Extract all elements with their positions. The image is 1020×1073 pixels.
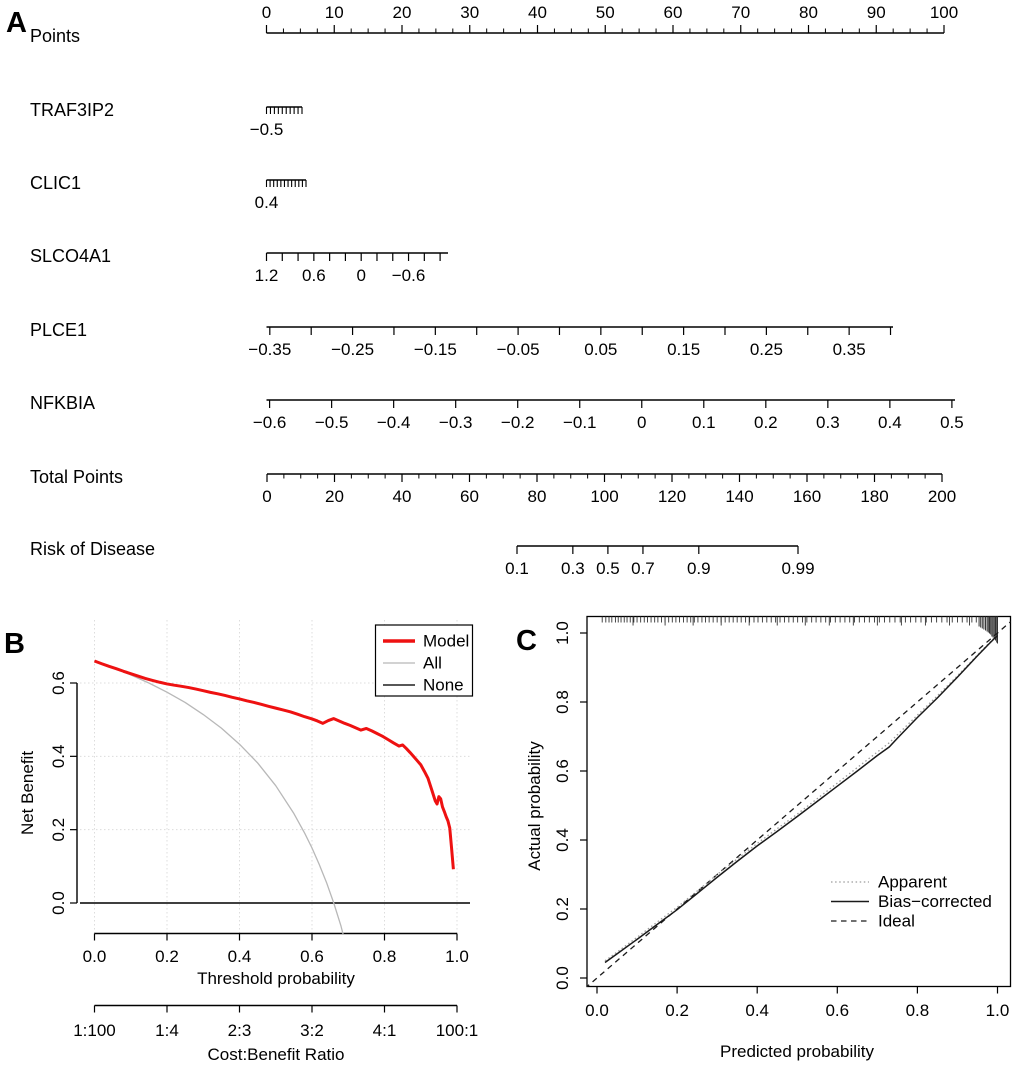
axis-tick-label: 100 xyxy=(590,487,619,506)
x-tick-label: 0.0 xyxy=(585,1001,609,1020)
axis-tick-label: 0.99 xyxy=(781,559,815,578)
axis-tick-label: 0.15 xyxy=(667,340,701,359)
axis-tick-label: 80 xyxy=(799,3,818,22)
calibration-ylabel: Actual probability xyxy=(525,741,544,871)
nomogram-panel xyxy=(30,3,964,578)
y-tick-label: 0.2 xyxy=(553,897,572,921)
axis-tick-label: 0.05 xyxy=(584,340,618,359)
axis-tick-label: 0.7 xyxy=(631,559,655,578)
y-tick-label: 0.6 xyxy=(553,759,572,783)
axis-tick-label: −0.25 xyxy=(331,340,375,359)
axis-tick-label: 0.5 xyxy=(940,413,964,432)
axis-tick-label: 0.5 xyxy=(596,559,620,578)
axis-tick-label: 180 xyxy=(860,487,889,506)
panel-c-label: C xyxy=(516,625,537,657)
axis-tick-label: −0.2 xyxy=(500,413,535,432)
axis-tick-label: 100 xyxy=(929,3,959,22)
axis-tick-label: 140 xyxy=(725,487,754,506)
nomogram-row-label: SLCO4A1 xyxy=(30,246,112,266)
calibration-series xyxy=(585,621,1012,988)
axis-tick-label: 0.25 xyxy=(749,340,783,359)
legend-label-none: None xyxy=(423,675,464,695)
x-tick-label: 0.8 xyxy=(905,1001,930,1020)
axis-tick-label: 0.1 xyxy=(505,559,529,578)
cost-tick-label: 1:100 xyxy=(73,1021,116,1040)
decision-legend xyxy=(376,625,473,696)
series-bias-corrected xyxy=(605,635,997,962)
axis-tick-label: 0 xyxy=(262,487,272,506)
decision-series xyxy=(80,661,472,936)
axis-tick-label: −0.05 xyxy=(496,340,540,359)
x-tick-label: 1.0 xyxy=(445,947,469,966)
cost-tick-label: 2:3 xyxy=(227,1021,252,1040)
axis-tick-label: 200 xyxy=(927,487,957,506)
calibration-panel xyxy=(525,617,1012,1062)
y-tick-label: 0.0 xyxy=(553,966,572,990)
legend-label-all: All xyxy=(423,653,442,673)
decision-xlabel: Threshold probability xyxy=(197,969,355,988)
axis-tick-label: −0.15 xyxy=(413,340,457,359)
panel-b-label: B xyxy=(4,628,25,660)
plot-box xyxy=(587,617,1011,987)
calibration-xlabel: Predicted probability xyxy=(719,1042,875,1061)
series-all xyxy=(95,661,344,936)
axis-tick-label: 50 xyxy=(595,3,615,22)
axis-tick-label: 120 xyxy=(657,487,687,506)
calibration-rug xyxy=(602,617,997,644)
nomogram-row-label: NFKBIA xyxy=(30,393,96,413)
axis-tick-label: 20 xyxy=(325,487,344,506)
y-tick-label: 0.4 xyxy=(553,828,572,852)
cost-tick-label: 1:4 xyxy=(155,1021,179,1040)
axis-tick-label: 60 xyxy=(460,487,479,506)
x-tick-label: 0.4 xyxy=(745,1001,770,1020)
axis-tick-label: 0 xyxy=(637,413,647,432)
axis-tick-label: −0.3 xyxy=(438,413,473,432)
y-tick-label: 0.0 xyxy=(49,891,68,915)
series-ideal xyxy=(585,621,1012,988)
x-tick-label: 0.6 xyxy=(300,947,324,966)
cost-tick-label: 3:2 xyxy=(300,1021,324,1040)
x-tick-label: 0.2 xyxy=(155,947,179,966)
axis-tick-label: 1.2 xyxy=(254,266,279,285)
axis-tick-label: 10 xyxy=(324,3,344,22)
x-tick-label: 0.0 xyxy=(82,947,107,966)
axis-tick-label: 90 xyxy=(866,3,886,22)
decision-ylabel: Net Benefit xyxy=(18,750,37,836)
axis-tick-label: 0.6 xyxy=(302,266,326,285)
x-tick-label: 1.0 xyxy=(985,1001,1010,1020)
y-tick-label: 1.0 xyxy=(553,621,572,645)
axis-tick-label: 0 xyxy=(356,266,366,285)
axis-tick-label: −0.6 xyxy=(391,266,426,285)
axis-tick-label: 160 xyxy=(792,487,822,506)
axis-tick-label: 40 xyxy=(528,3,547,22)
cost-tick-label: 4:1 xyxy=(372,1021,397,1040)
nomogram-row-label: Risk of Disease xyxy=(30,539,156,559)
nomogram-row-label: PLCE1 xyxy=(30,320,88,340)
x-tick-label: 0.6 xyxy=(825,1001,850,1020)
axis-tick-label: 30 xyxy=(460,3,480,22)
nomogram-row-label: CLIC1 xyxy=(30,173,82,193)
legend-label-model: Model xyxy=(423,631,470,651)
y-tick-label: 0.4 xyxy=(49,744,68,769)
axis-tick-label: 40 xyxy=(392,487,412,506)
calibration-legend xyxy=(831,873,992,931)
x-tick-label: 0.2 xyxy=(665,1001,689,1020)
series-apparent xyxy=(605,635,997,961)
nomogram-row-label: TRAF3IP2 xyxy=(30,100,115,120)
axis-tick-label: 70 xyxy=(731,3,751,22)
nomogram-row-label: Points xyxy=(30,26,81,46)
legend-label-bias-corrected: Bias−corrected xyxy=(878,892,992,911)
axis-tick-label: −0.5 xyxy=(249,120,284,139)
axis-tick-label: −0.1 xyxy=(562,413,597,432)
legend-label-ideal: Ideal xyxy=(878,911,915,931)
axis-tick-label: 60 xyxy=(663,3,683,22)
axis-tick-label: −0.4 xyxy=(376,413,411,432)
axis-tick-label: −0.6 xyxy=(252,413,287,432)
axis-tick-label: −0.5 xyxy=(314,413,349,432)
axis-tick-label: 0.1 xyxy=(691,413,716,432)
cost-tick-label: 100:1 xyxy=(435,1021,479,1040)
nomogram-row-label: Total Points xyxy=(30,467,124,487)
decision-curve-panel xyxy=(18,620,478,1064)
axis-tick-label: 80 xyxy=(527,487,547,506)
axis-tick-label: 0.2 xyxy=(753,413,778,432)
legend-label-apparent: Apparent xyxy=(878,872,947,892)
x-tick-label: 0.8 xyxy=(372,947,397,966)
y-tick-label: 0.8 xyxy=(553,690,572,714)
axis-tick-label: 0.35 xyxy=(832,340,866,359)
decision-x2label: Cost:Benefit Ratio xyxy=(207,1045,345,1064)
x-tick-label: 0.4 xyxy=(227,947,252,966)
axis-tick-label: 0 xyxy=(261,3,272,22)
axis-tick-label: 0.4 xyxy=(878,413,902,432)
axis-tick-label: 0.3 xyxy=(561,559,585,578)
y-tick-label: 0.6 xyxy=(49,671,68,695)
axis-tick-label: 0.3 xyxy=(816,413,840,432)
y-tick-label: 0.2 xyxy=(49,817,68,842)
axis-tick-label: 0.9 xyxy=(686,559,711,578)
axis-tick-label: −0.35 xyxy=(248,340,292,359)
axis-tick-label: 20 xyxy=(392,3,412,22)
panel-a-label: A xyxy=(6,7,27,39)
axis-tick-label: 0.4 xyxy=(254,193,279,212)
